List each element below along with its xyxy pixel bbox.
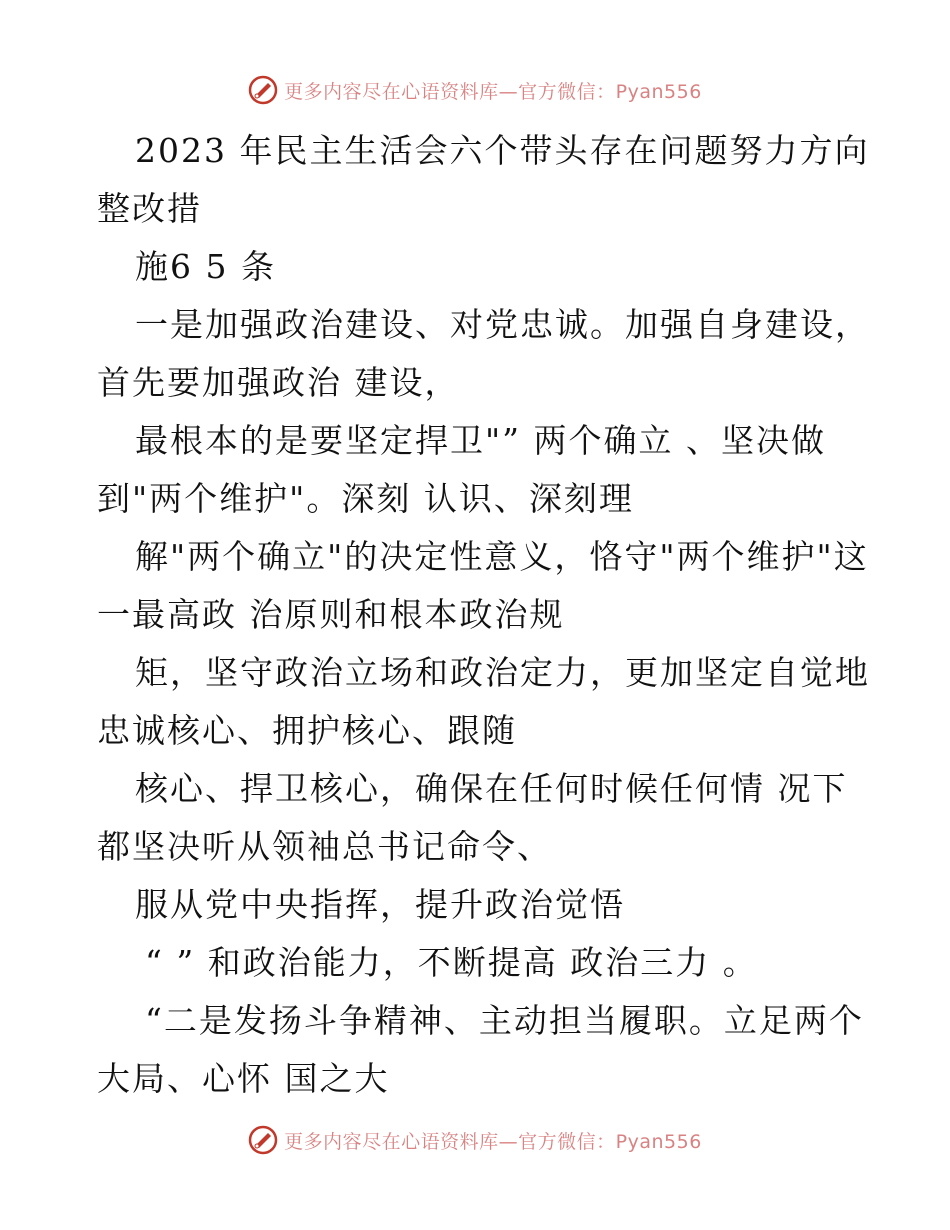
text-line: 最根本的是要坚定捍卫"” 两个确立 、坚决做	[135, 421, 827, 460]
text-line: 矩，坚守政治立场和政治定力，更加坚定自觉地	[135, 653, 870, 692]
logo-icon	[248, 1125, 278, 1155]
text-line: 核心、捍卫核心，确保在任何时候任何情 况下	[135, 769, 848, 808]
footer-banner	[0, 1120, 950, 1160]
title-line-2: 整改措	[97, 189, 202, 228]
text-line: 服从党中央指挥，提升政治觉悟	[135, 885, 625, 924]
text-line: “ ” 和政治能力，不断提高 政治三力 。	[145, 943, 758, 982]
text-line: 一最高政 治原则和根本政治规	[97, 595, 565, 634]
title-line-1: 2023 年民主生活会六个带头存在问题努力方向	[135, 131, 870, 170]
text-line: 一是加强政治建设、对党忠诚。加强自身建设，	[135, 305, 870, 344]
logo-icon	[248, 75, 278, 105]
header-banner-text: 更多内容尽在心语资料库—官方微信：Pyan556	[284, 80, 702, 103]
document-body	[97, 122, 870, 1108]
header-banner	[0, 70, 950, 110]
text-line: 解"两个确立"的决定性意义，恪守"两个维护"这	[135, 537, 869, 576]
text-line: 忠诚核心、拥护核心、跟随	[97, 711, 517, 750]
text-line: 大局、心怀 国之大	[97, 1059, 390, 1098]
text-line: “二是发扬斗争精神、主动担当履职。立足两个	[145, 1001, 864, 1040]
title-line-3: 施6 5 条	[135, 247, 276, 286]
text-line: 都坚决听从领袖总书记命令、	[97, 827, 552, 866]
footer-banner-text: 更多内容尽在心语资料库—官方微信：Pyan556	[284, 1130, 702, 1153]
text-line: 到"两个维护"。深刻 认识、深刻理	[97, 479, 634, 518]
text-line: 首先要加强政治 建设，	[97, 363, 460, 402]
